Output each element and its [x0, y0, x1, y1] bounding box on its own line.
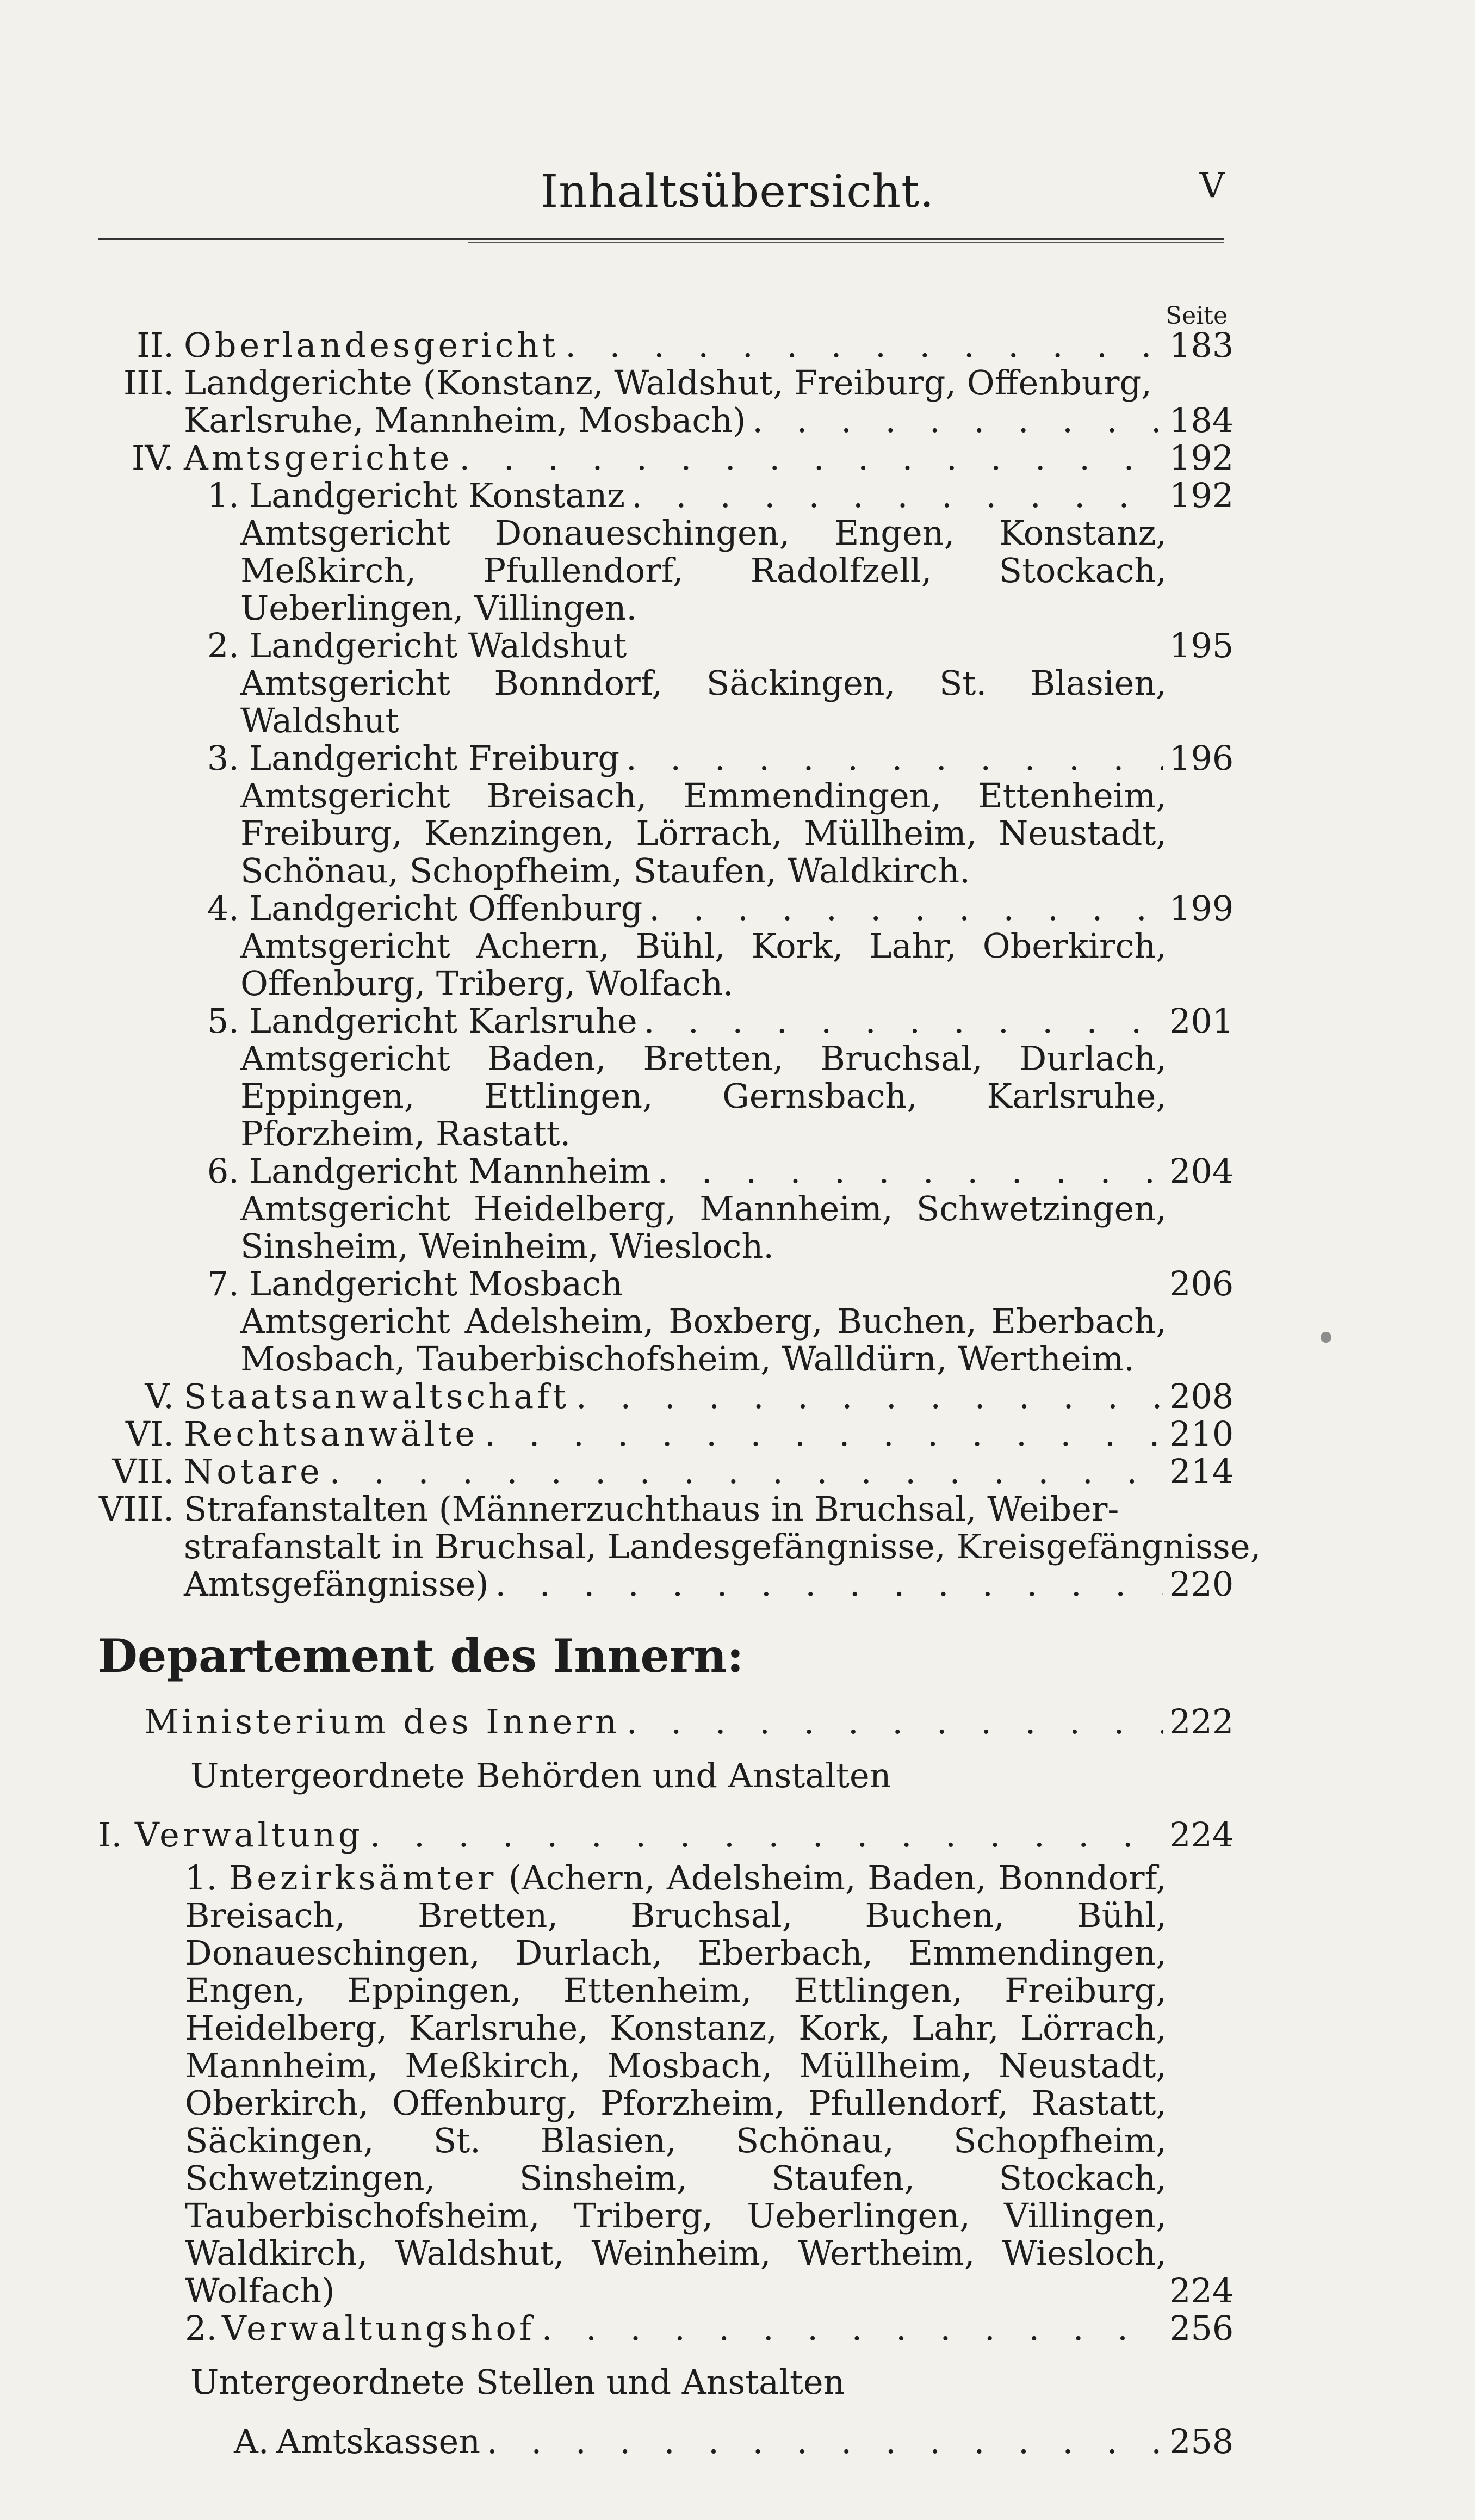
toc-entry-landgericht-karlsruhe[interactable]: [98, 1001, 1234, 1153]
toc-entry-staatsanwaltschaft[interactable]: [98, 1376, 1234, 1416]
toc-entry-oberlandesgericht[interactable]: [98, 325, 1234, 365]
toc-page: 204: [1169, 1151, 1234, 1191]
toc-title: Landgericht Freiburg: [249, 738, 620, 778]
toc-description: (Achern, Adelsheim, Baden, Bonndorf, Breisach, Bretten, Bruchsal, Buchen, Bühl, Donaueschingen, Durlach, Eberbach, Emmendingen, Engen, Eppingen, Ettenheim, Ettlingen, Freiburg, Heidelberg, Karlsruhe, Konstanz, Kork, Lahr, Lörrach, Mannheim, Meßkirch, Mosbach, Müllheim, Neustadt, Oberkirch, Offenburg, Pforzheim, Pfullendorf, Rastatt, Säckingen, St. Blasien, Schönau, Schopfheim, Schwetzingen, Sinsheim, Staufen, Stockach, Tauberbischofsheim, Triberg, Ueberlingen, Villingen, Waldkirch, Waldshut, Weinheim, Wertheim, Wiesloch, Wolfach): [185, 1858, 1167, 2311]
dot-leader: [459, 439, 1163, 477]
toc-entry-amtsgerichte[interactable]: [98, 438, 1234, 478]
toc-description: Amtsgericht Heidelberg, Mannheim, Schwetzingen, Sinsheim, Weinheim, Wiesloch.: [240, 1189, 1167, 1266]
toc-entry-landgerichte[interactable]: [98, 363, 1234, 440]
section-heading-innern: Departement des Innern:: [98, 1629, 744, 1683]
toc-page: 224: [1169, 1815, 1234, 1855]
toc-entry-rechtsanwaelte[interactable]: [98, 1414, 1234, 1454]
header-rule: [98, 238, 1224, 240]
dot-leader: [627, 1703, 1163, 1740]
toc-number: 3.: [207, 738, 239, 778]
toc-page: 201: [1169, 1001, 1234, 1041]
dot-leader: [487, 2423, 1163, 2460]
toc-entry-bezirksaemter[interactable]: [98, 1858, 1234, 2311]
toc-page: 192: [1169, 475, 1234, 515]
toc-entry-strafanstalten[interactable]: [98, 1489, 1261, 1604]
toc-page: 256: [1169, 2308, 1234, 2348]
toc-number: 1.: [185, 1858, 218, 1898]
toc-page: 183: [1169, 325, 1234, 365]
toc-number: III.: [123, 363, 174, 403]
toc-title: Landgericht Karlsruhe: [249, 1001, 637, 1041]
toc-number: 7.: [207, 1264, 239, 1304]
toc-title: Landgericht Konstanz: [249, 475, 625, 515]
toc-number: A.: [234, 2422, 269, 2461]
toc-description: Amtsgericht Adelsheim, Boxberg, Buchen, Eberbach, Mosbach, Tauberbischofsheim, Walldürn, Wertheim.: [240, 1301, 1167, 1379]
toc-number: VII.: [112, 1452, 174, 1491]
dot-leader: [626, 739, 1163, 777]
toc-title-continued: strafanstalt in Bruchsal, Landesgefängnisse, Kreisgefängnisse,: [184, 1527, 1261, 1566]
toc-page: 206: [1169, 1264, 1234, 1304]
toc-title: Verwaltungshof: [222, 2308, 535, 2348]
toc-number: 2.: [207, 626, 239, 665]
toc-title: Rechtsanwälte: [184, 1414, 479, 1454]
dot-leader: [576, 1378, 1163, 1415]
toc-title-continued: Amtsgefängnisse): [184, 1564, 489, 1604]
toc-page: 214: [1169, 1452, 1234, 1491]
toc-entry-landgericht-waldshut[interactable]: [98, 626, 1234, 740]
toc-entry-landgericht-freiburg[interactable]: [98, 738, 1234, 891]
dot-leader: [485, 1415, 1163, 1453]
toc-number: IV.: [131, 438, 174, 478]
toc-page: 222: [1169, 1702, 1234, 1741]
toc-page: 199: [1169, 888, 1234, 928]
dot-leader: [644, 1002, 1163, 1040]
toc-entry-landgericht-mosbach[interactable]: [98, 1264, 1234, 1379]
seite-label: Seite: [1166, 302, 1228, 330]
dot-leader: [542, 2309, 1163, 2347]
toc-number: I.: [98, 1815, 122, 1855]
toc-page: 208: [1169, 1376, 1234, 1416]
toc-entry-verwaltung[interactable]: [98, 1815, 1234, 1855]
toc-number: 6.: [207, 1151, 239, 1191]
toc-title: Amtskassen: [276, 2422, 481, 2461]
toc-title: Amtsgerichte: [184, 438, 453, 478]
toc-number: VI.: [126, 1414, 174, 1454]
toc-title: Staatsanwaltschaft: [184, 1376, 570, 1416]
page-number: V: [1199, 166, 1225, 206]
running-title: Inhaltsübersicht.: [540, 166, 935, 218]
toc-entry-landgericht-offenburg[interactable]: [98, 888, 1234, 1003]
dot-leader: [657, 1152, 1163, 1190]
toc-description: Amtsgericht Bonndorf, Säckingen, St. Blasien, Waldshut: [240, 663, 1167, 740]
toc-title: Landgericht Offenburg: [249, 888, 643, 928]
dot-leader: [330, 1453, 1163, 1490]
toc-number: 5.: [207, 1001, 239, 1041]
toc-page: 184: [1169, 400, 1234, 440]
toc-entry-notare[interactable]: [98, 1452, 1234, 1491]
toc-page: 224: [1169, 2271, 1234, 2311]
dot-leader: [370, 1816, 1163, 1854]
toc-title: Strafanstalten (Männerzuchthaus in Bruchsal, Weiber-: [184, 1489, 1119, 1529]
toc-title: Landgericht Waldshut: [249, 626, 627, 665]
sub-heading-stellen: Untergeordnete Stellen und Anstalten: [190, 2362, 845, 2402]
toc-title: Notare: [184, 1452, 323, 1491]
header-rule-second: [468, 242, 1224, 243]
toc-number: II.: [137, 325, 174, 365]
toc-title: Oberlandesgericht: [184, 325, 559, 365]
toc-number: 1.: [207, 475, 239, 515]
toc-description: Amtsgericht Breisach, Emmendingen, Ettenheim, Freiburg, Kenzingen, Lörrach, Müllheim, Neustadt, Schönau, Schopfheim, Staufen, Waldkirch.: [240, 776, 1167, 891]
dot-leader: [649, 890, 1163, 927]
toc-title-continued: Karlsruhe, Mannheim, Mosbach): [184, 400, 746, 440]
toc-title: Ministerium des Innern: [144, 1702, 620, 1741]
toc-page: 195: [1169, 626, 1234, 665]
dot-leader: [631, 477, 1163, 514]
dot-leader: [752, 402, 1163, 439]
toc-page: 196: [1169, 738, 1234, 778]
toc-title: Verwaltung: [135, 1815, 363, 1855]
toc-description: Amtsgericht Baden, Bretten, Bruchsal, Durlach, Eppingen, Ettlingen, Gernsbach, Karlsruhe, Pforzheim, Rastatt.: [240, 1039, 1167, 1153]
dot-leader: [495, 1565, 1163, 1603]
sub-heading-behoerden: Untergeordnete Behörden und Anstalten: [190, 1756, 891, 1795]
table-of-contents: [98, 325, 1261, 2461]
toc-number: VIII.: [99, 1489, 174, 1529]
toc-page: 258: [1169, 2422, 1234, 2461]
dot-leader: [565, 326, 1163, 364]
toc-number: 2.: [185, 2308, 218, 2348]
toc-description: Amtsgericht Donaueschingen, Engen, Konstanz, Meßkirch, Pfullendorf, Radolfzell, Stockach, Ueberlingen, Villingen.: [240, 513, 1167, 628]
toc-title: Landgericht Mannheim: [249, 1151, 651, 1191]
ink-spot: [1321, 1332, 1331, 1343]
toc-entry-ministerium[interactable]: [98, 1702, 1234, 1741]
toc-entry-amtskassen[interactable]: [98, 2422, 1234, 2461]
toc-page: 210: [1169, 1414, 1234, 1454]
toc-number: 4.: [207, 888, 239, 928]
toc-page: 192: [1169, 438, 1234, 478]
toc-title: Landgericht Mosbach: [249, 1264, 623, 1304]
toc-entry-verwaltungshof[interactable]: [98, 2308, 1234, 2348]
toc-page: 220: [1169, 1564, 1234, 1604]
toc-entry-landgericht-konstanz[interactable]: [98, 475, 1234, 628]
toc-title: Landgerichte (Konstanz, Waldshut, Freiburg, Offenburg,: [184, 363, 1152, 403]
toc-number: V.: [145, 1376, 174, 1416]
toc-title: Bezirksämter: [228, 1858, 497, 1898]
toc-description: Amtsgericht Achern, Bühl, Kork, Lahr, Oberkirch, Offenburg, Triberg, Wolfach.: [240, 926, 1167, 1003]
toc-entry-landgericht-mannheim[interactable]: [98, 1151, 1234, 1266]
